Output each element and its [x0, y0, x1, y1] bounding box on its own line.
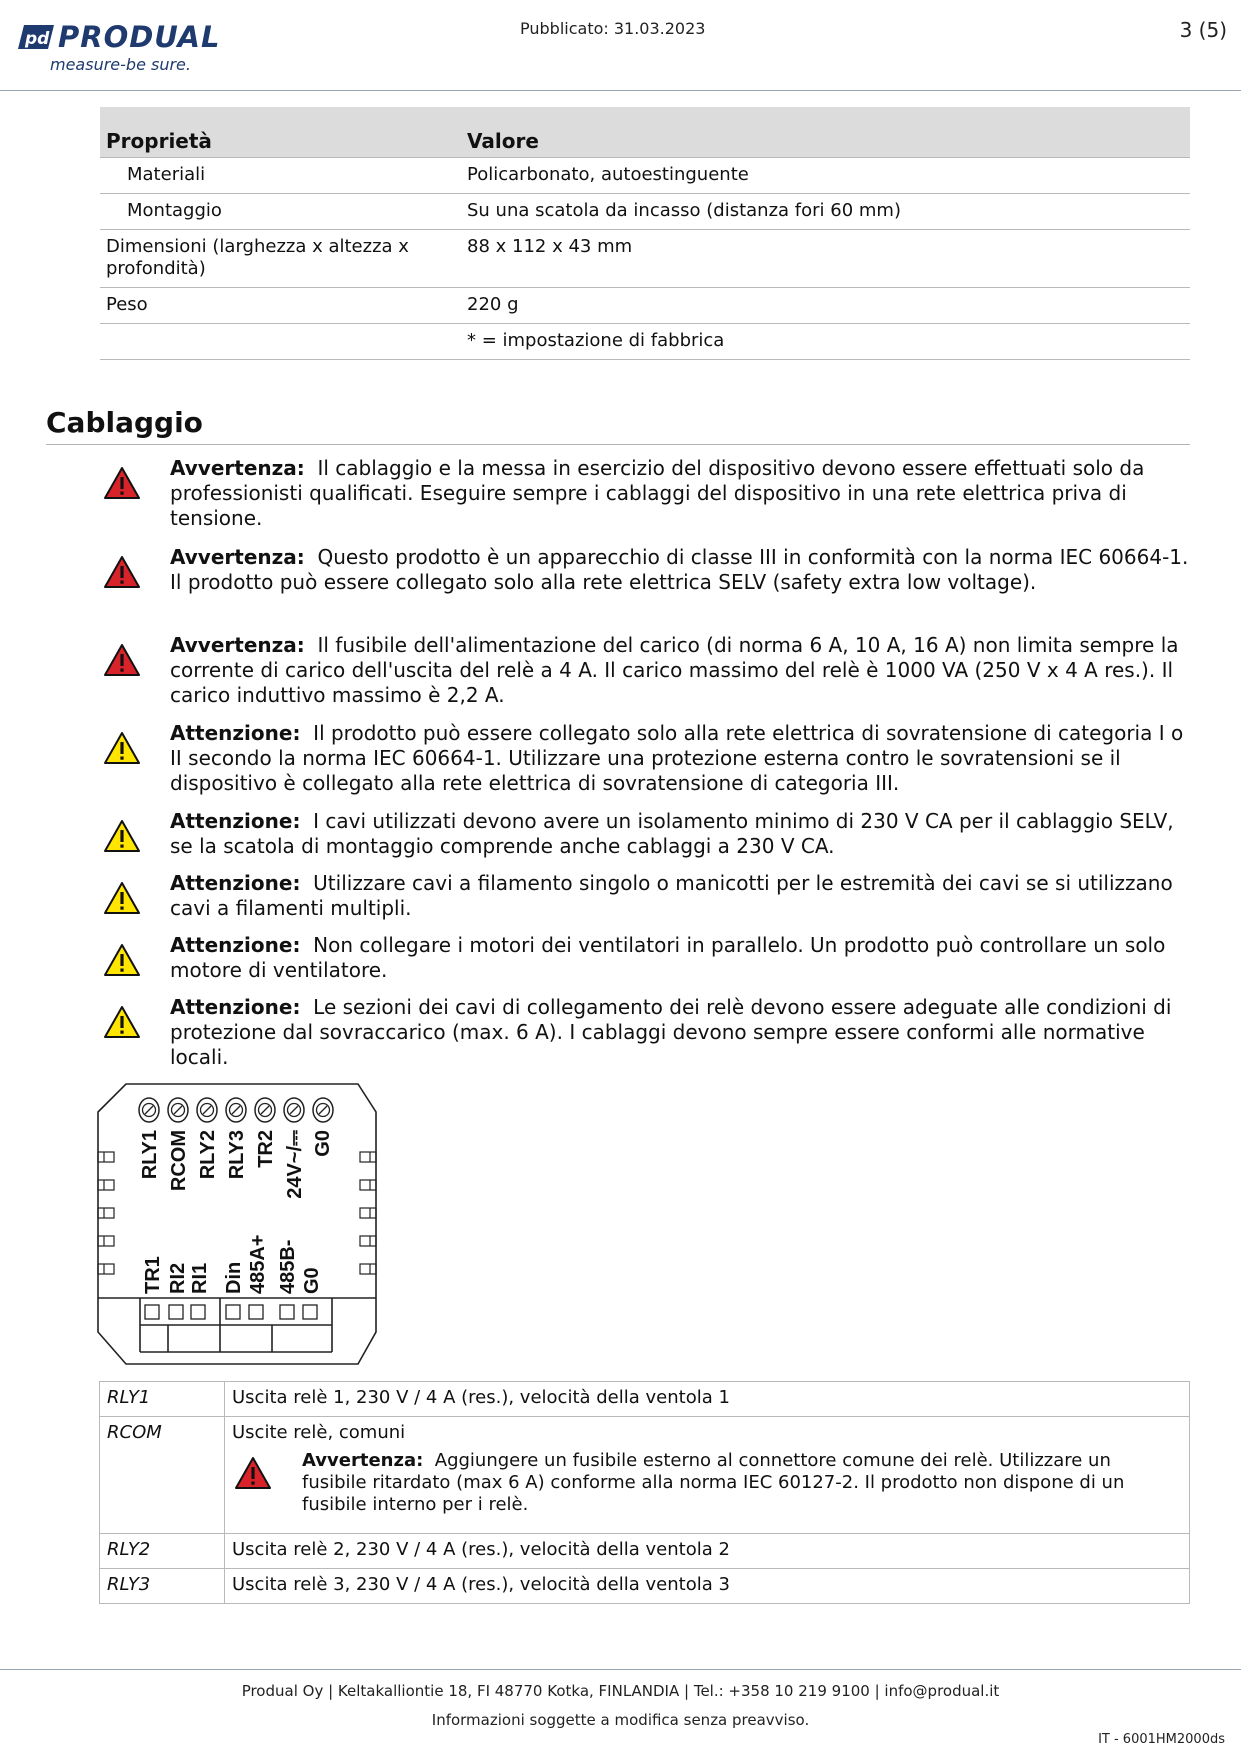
caution-triangle-icon [103, 819, 141, 853]
screw-terminal-icon [313, 1098, 333, 1122]
push-terminal-icon [249, 1305, 263, 1319]
property-name [100, 324, 461, 360]
property-name: Materiali [100, 158, 461, 194]
header-divider [0, 90, 1241, 91]
notice-text [170, 809, 1190, 859]
footer-disclaimer: Informazioni soggette a modifica senza preavviso. [431, 1711, 810, 1729]
vent-slot-icon [98, 1236, 114, 1246]
terminal-description: Uscite relè, comuni [232, 1422, 406, 1443]
push-terminal-icon [169, 1305, 183, 1319]
screw-terminal-icon [255, 1098, 275, 1122]
vent-slot-icon [98, 1152, 114, 1162]
brand-name: PRODUAL [58, 20, 221, 54]
notice-body: I cavi utilizzati devono avere un isolamento minimo di 230 V CA per il cablaggio SELV, se la scatola di montaggio comprende anche cablaggi a 230 V CA. [170, 809, 1174, 858]
terminal-description: Uscita relè 1, 230 V / 4 A (res.), velocità della ventola 1 [232, 1387, 730, 1408]
property-value: 220 g [461, 288, 1190, 324]
notice-label: Avvertenza: [170, 545, 305, 569]
top-terminal-label: G0 [312, 1130, 334, 1157]
top-terminal-label: RLY3 [226, 1130, 248, 1180]
bottom-terminal-labels [142, 1235, 323, 1295]
top-terminal-label: TR2 [255, 1130, 277, 1168]
bottom-terminal-label: TR1 [142, 1256, 164, 1294]
vent-slot-icon [360, 1236, 376, 1246]
push-terminal-icon [280, 1305, 294, 1319]
notice-text [170, 721, 1190, 796]
col-property: Proprietà [100, 107, 461, 158]
screw-terminal-icon [168, 1098, 188, 1122]
top-terminal-labels [139, 1130, 334, 1199]
terminal-cell [225, 1382, 1190, 1417]
caution-triangle-icon [103, 943, 141, 977]
notice-text [170, 933, 1190, 983]
bottom-terminal-label: Din [223, 1261, 245, 1294]
terminal-description: Uscita relè 2, 230 V / 4 A (res.), velocità della ventola 2 [232, 1539, 730, 1560]
fuse-warning [232, 1450, 1182, 1526]
danger-triangle-icon [103, 643, 141, 677]
caution-triangle-icon [103, 1005, 141, 1039]
property-name: Dimensioni (larghezza x altezza x profondità) [100, 230, 461, 288]
notice-label: Avvertenza: [170, 456, 305, 480]
published-date: Pubblicato: 31.03.2023 [520, 19, 706, 38]
caution-triangle-icon [103, 881, 141, 915]
vent-slot-icon [360, 1152, 376, 1162]
property-row [100, 158, 1190, 194]
push-terminal-icon [145, 1305, 159, 1319]
danger-triangle-icon [103, 466, 141, 500]
bottom-terminal-label: 485A+ [247, 1234, 269, 1294]
notice-text [170, 545, 1190, 595]
vent-slot-icon [98, 1264, 114, 1274]
property-value: * = impostazione di fabbrica [461, 324, 1190, 360]
vent-slot-icon [360, 1180, 376, 1190]
property-row [100, 194, 1190, 230]
bottom-terminal-label: G0 [301, 1267, 323, 1294]
notice-label: Avvertenza: [302, 1450, 424, 1471]
brand-tagline: measure-be sure. [50, 55, 191, 74]
terminal-key: RLY2 [100, 1534, 225, 1569]
terminal-key: RCOM [100, 1417, 225, 1534]
terminal-cell [225, 1417, 1190, 1534]
terminal-key: RLY3 [100, 1569, 225, 1604]
section-title: Cablaggio [46, 406, 203, 439]
property-table-header [100, 107, 1190, 158]
property-name: Montaggio [100, 194, 461, 230]
col-value: Valore [461, 107, 1190, 158]
notice-body: Aggiungere un fusibile esterno al connettore comune dei relè. Utilizzare un fusibile ritardato (max 6 A) conforme alla norma IEC 60127-2. Il prodotto non dispone di un fusibile interno per i relè. [302, 1450, 1125, 1515]
push-terminal-icon [226, 1305, 240, 1319]
property-row [100, 324, 1190, 360]
push-terminal-icon [191, 1305, 205, 1319]
notice-text [170, 871, 1190, 921]
terminal-row [100, 1417, 1190, 1534]
property-row [100, 288, 1190, 324]
terminal-table [99, 1381, 1190, 1604]
wiring-diagram [96, 1082, 388, 1366]
bottom-terminal-label: RI2 [167, 1262, 189, 1294]
notice-label: Attenzione: [170, 871, 301, 895]
section-divider [46, 444, 1190, 445]
notice-body: Il cablaggio e la messa in esercizio del dispositivo devono essere effettuati solo da professionisti qualificati. Eseguire sempre i cablaggi del dispositivo in una rete elettrica priva di tensione. [170, 456, 1145, 530]
bottom-terminal-label: 485B- [277, 1239, 299, 1294]
property-value: 88 x 112 x 43 mm [461, 230, 1190, 288]
notice-label: Attenzione: [170, 933, 301, 957]
top-terminal-label: RLY2 [197, 1130, 219, 1180]
notice-body: Utilizzare cavi a filamento singolo o manicotti per le estremità dei cavi se si utilizzano cavi a filamenti multipli. [170, 871, 1173, 920]
terminal-cell [225, 1569, 1190, 1604]
top-screw-terminals [139, 1098, 333, 1122]
notice-label: Attenzione: [170, 809, 301, 833]
terminal-row [100, 1569, 1190, 1604]
vent-slot-icon [360, 1208, 376, 1218]
produal-badge-icon [18, 23, 54, 51]
terminal-description: Uscita relè 3, 230 V / 4 A (res.), velocità della ventola 3 [232, 1574, 730, 1595]
bottom-terminal-label: RI1 [189, 1262, 211, 1294]
top-terminal-label: RLY1 [139, 1130, 161, 1180]
notice-body: Non collegare i motori dei ventilatori in parallelo. Un prodotto può controllare un solo motore di ventilatore. [170, 933, 1166, 982]
top-terminal-label: RCOM [168, 1130, 190, 1192]
notice-text [170, 995, 1190, 1070]
screw-terminal-icon [226, 1098, 246, 1122]
notice-body: Il prodotto può essere collegato solo alla rete elettrica di sovratensione di categoria I o II secondo la norma IEC 60664-1. Utilizzare una protezione esterna contro le sovratensioni se il dispositivo è collegato alla rete elettrica di sovratensione di categoria III. [170, 721, 1184, 795]
push-terminal-icon [303, 1305, 317, 1319]
notice-body: Il fusibile dell'alimentazione del carico (di norma 6 A, 10 A, 16 A) non limita sempre la corrente di carico dell'uscita del relè a 4 A. Il carico massimo del relè è 1000 VA (250 V x 4 A res.). Il carico induttivo massimo è 2,2 A. [170, 633, 1179, 707]
property-table [100, 107, 1190, 360]
terminal-cell [225, 1534, 1190, 1569]
footer-contact: Produal Oy | Keltakalliontie 18, FI 48770 Kotka, FINLANDIA | Tel.: +358 10 219 9100 | info@produal.it [241, 1682, 1000, 1700]
top-terminal-label: 24V~/⎓ [284, 1130, 306, 1199]
terminal-row [100, 1534, 1190, 1569]
property-name: Peso [100, 288, 461, 324]
property-row [100, 230, 1190, 288]
notice-text [170, 633, 1190, 708]
notice-body: Questo prodotto è un apparecchio di classe III in conformità con la norma IEC 60664-1. Il prodotto può essere collegato solo alla rete elettrica SELV (safety extra low voltage). [170, 545, 1189, 594]
notice-label: Attenzione: [170, 995, 301, 1019]
page-number: 3 (5) [1179, 18, 1227, 42]
bottom-push-terminals [145, 1305, 317, 1319]
notice-text [170, 456, 1190, 531]
vent-slot-icon [360, 1264, 376, 1274]
screw-terminal-icon [139, 1098, 159, 1122]
notice-label: Attenzione: [170, 721, 301, 745]
danger-triangle-icon [103, 555, 141, 589]
property-value: Policarbonato, autoestinguente [461, 158, 1190, 194]
notice-text [302, 1450, 1152, 1516]
terminal-key: RLY1 [100, 1382, 225, 1417]
caution-triangle-icon [103, 731, 141, 765]
danger-triangle-icon [234, 1456, 272, 1490]
terminal-row [100, 1382, 1190, 1417]
notice-label: Avvertenza: [170, 633, 305, 657]
vent-slot-icon [98, 1180, 114, 1190]
vent-slot-icon [98, 1208, 114, 1218]
document-id: IT - 6001HM2000ds [1098, 1732, 1225, 1747]
footer-divider [0, 1669, 1241, 1670]
screw-terminal-icon [197, 1098, 217, 1122]
brand-logo [18, 20, 248, 80]
property-value: Su una scatola da incasso (distanza fori 60 mm) [461, 194, 1190, 230]
screw-terminal-icon [284, 1098, 304, 1122]
notice-body: Le sezioni dei cavi di collegamento dei relè devono essere adeguate alle condizioni di protezione dal sovraccarico (max. 6 A). I cablaggi devono sempre essere conformi alle normative locali. [170, 995, 1172, 1069]
badge-text: pd [25, 29, 50, 49]
